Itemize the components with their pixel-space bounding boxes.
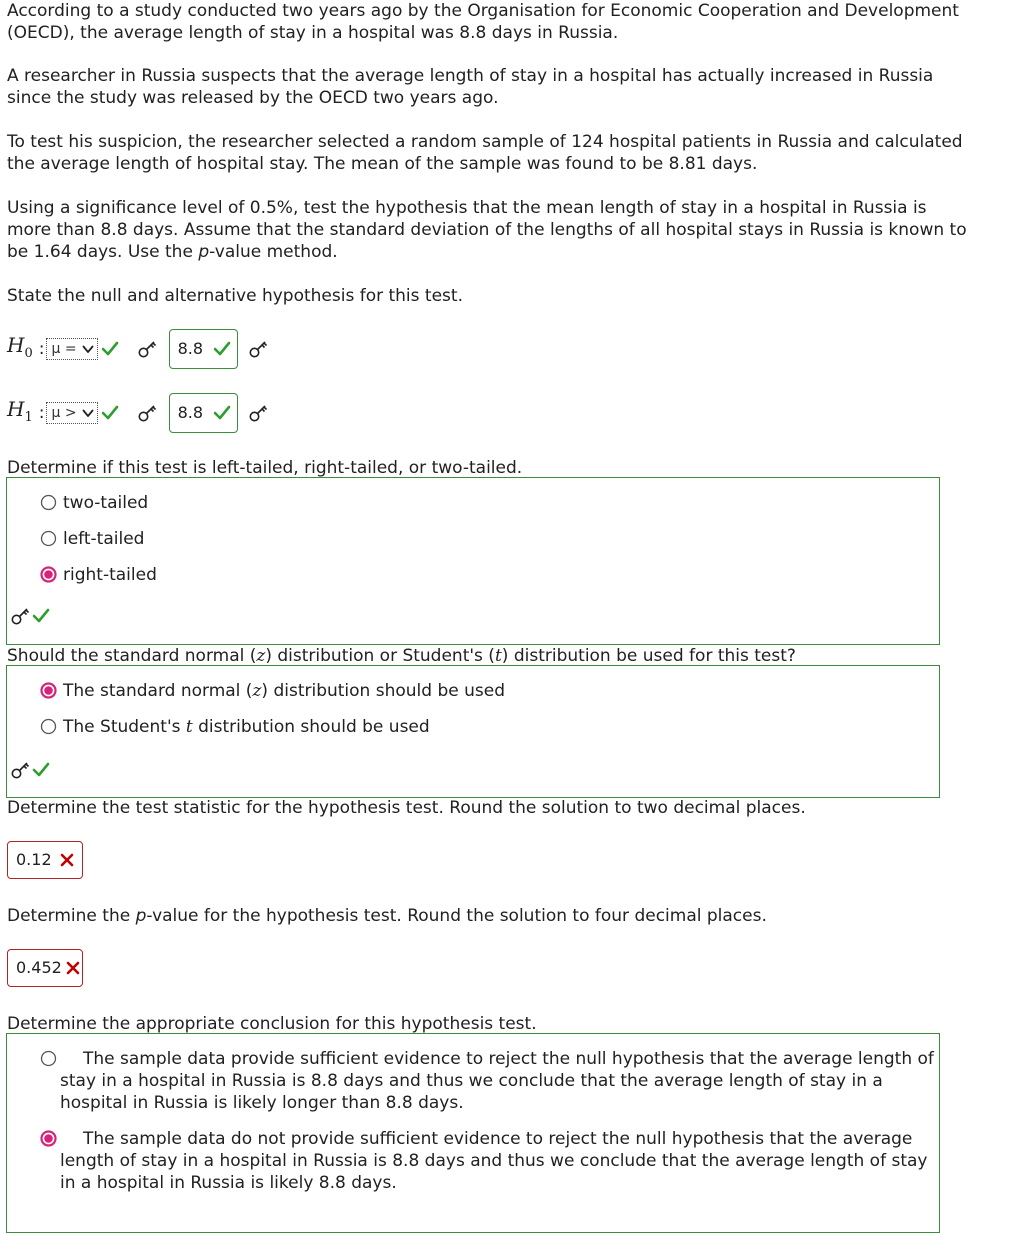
key-icon[interactable] (10, 606, 30, 626)
conclusion-option-reject[interactable] (40, 1048, 935, 1114)
alternative-hypothesis-row (7, 393, 268, 433)
dist-opt2-b: distribution should be used (192, 717, 430, 737)
tail-option-label: two-tailed (63, 493, 149, 513)
p-value-input[interactable] (7, 949, 83, 987)
dist-option-t[interactable] (40, 716, 430, 738)
h0-subscript: 0 (24, 345, 33, 361)
dist-option-normal-label (63, 680, 505, 702)
tail-option-two-tailed[interactable] (40, 492, 148, 514)
intro-paragraph-4 (7, 197, 967, 263)
conclusion-option-label: The sample data provide sufficient evidence to reject the null hypothesis that the average length of stay in a hospital in Russia is 8.8 days and thus we conclude that the average length of stay in a hospital in Russia is likely longer than 8.8 days. (60, 1049, 934, 1113)
dist-prompt-z: z (256, 646, 266, 666)
p-value-value: 0.452 (16, 958, 62, 977)
intro-p4-text-b: -value method. (209, 242, 338, 262)
h1-label (7, 398, 33, 429)
dist-opt2-a: The Student's (63, 717, 186, 737)
check-icon (32, 762, 50, 778)
dist-option-normal[interactable] (40, 680, 505, 702)
check-icon (213, 341, 231, 357)
dist-opt2-t: t (185, 717, 193, 737)
tail-feedback (10, 606, 50, 626)
intro-p4-p-symbol: p (198, 242, 210, 262)
h1-value-input[interactable] (169, 393, 238, 433)
check-icon (101, 405, 119, 421)
p-value-prompt-b: -value for the hypothesis test. Round the solution to four decimal places. (146, 906, 767, 926)
key-icon[interactable] (10, 760, 30, 780)
key-icon[interactable] (137, 403, 157, 423)
intro-paragraph-1: According to a study conducted two years ago by the Organisation for Economic Cooperation and Development (OECD), the average length of stay in a hospital was 8.8 days in Russia. (7, 1, 959, 43)
tail-option-left-tailed[interactable] (40, 528, 144, 550)
dist-prompt-a: Should the standard normal ( (7, 646, 257, 666)
chevron-down-icon (81, 342, 95, 356)
check-icon (32, 608, 50, 624)
hypothesis-instruction: State the null and alternative hypothesis for this test. (7, 286, 463, 306)
intro-p4-text-a: Using a significance level of 0.5%, test the hypothesis that the mean length of stay in a hospital in Russia is more than 8.8 days. Assume that the standard deviation of the lengths of all hospital stays in Russia is known to be 1.64 days. Use the (7, 198, 967, 262)
dist-opt1-z: z (252, 681, 262, 701)
cross-icon (66, 961, 80, 975)
conclusion-option-fail-to-reject[interactable] (40, 1128, 935, 1194)
h0-value: 8.8 (177, 339, 204, 358)
tail-option-right-tailed[interactable] (40, 564, 157, 586)
cross-icon (60, 853, 74, 867)
intro-paragraph-2: A researcher in Russia suspects that the average length of stay in a hospital has actually increased in Russia since the study was released by the OECD two years ago. (7, 66, 934, 108)
dist-prompt-c: ) distribution be used for this test? (501, 646, 796, 666)
radio-unselected-icon[interactable] (40, 530, 57, 547)
dist-option-t-label (63, 716, 430, 738)
h1-colon: : (38, 403, 45, 423)
conclusion-prompt: Determine the appropriate conclusion for this hypothesis test. (7, 1014, 537, 1034)
check-icon (101, 341, 119, 357)
dist-feedback (10, 760, 50, 780)
h1-letter: H (7, 396, 25, 421)
tail-question-prompt: Determine if this test is left-tailed, right-tailed, or two-tailed. (7, 458, 523, 478)
p-value-prompt-p: p (135, 906, 147, 926)
p-value-prompt-a: Determine the (7, 906, 136, 926)
tail-option-label: left-tailed (63, 529, 145, 549)
radio-unselected-icon[interactable] (40, 718, 57, 735)
radio-selected-icon[interactable] (40, 566, 57, 583)
h0-value-input[interactable] (169, 329, 238, 369)
h0-operator-select[interactable] (46, 338, 97, 360)
test-statistic-value: 0.12 (16, 850, 52, 869)
check-icon (213, 405, 231, 421)
key-icon[interactable] (137, 339, 157, 359)
p-value-prompt (7, 905, 767, 927)
h0-operator-value: μ = (51, 341, 77, 357)
key-icon[interactable] (248, 403, 268, 423)
h0-label (7, 334, 33, 365)
key-icon[interactable] (248, 339, 268, 359)
conclusion-option-label: The sample data do not provide sufficient evidence to reject the null hypothesis that the average length of stay in a hospital in Russia is 8.8 days and thus we conclude that the average length of stay in a hospital in Russia is likely 8.8 days. (60, 1129, 928, 1193)
test-statistic-prompt: Determine the test statistic for the hypothesis test. Round the solution to two decimal places. (7, 798, 806, 818)
dist-prompt-b: ) distribution or Student's ( (265, 646, 495, 666)
h1-value: 8.8 (177, 403, 204, 422)
intro-paragraph-3: To test his suspicion, the researcher selected a random sample of 124 hospital patients in Russia and calculated the average length of hospital stay. The mean of the sample was found to be 8.81 days. (7, 132, 963, 174)
test-statistic-input[interactable] (7, 841, 83, 879)
h1-operator-select[interactable] (46, 402, 97, 424)
h1-subscript: 1 (24, 409, 33, 425)
h0-letter: H (7, 332, 25, 357)
dist-opt1-a: The standard normal ( (63, 681, 253, 701)
dist-opt1-b: ) distribution should be used (261, 681, 505, 701)
null-hypothesis-row (7, 329, 268, 369)
radio-selected-icon[interactable] (40, 682, 57, 699)
h0-colon: : (38, 339, 45, 359)
distribution-question-prompt (7, 645, 796, 667)
h1-operator-value: μ > (51, 405, 77, 421)
dist-prompt-t: t (494, 646, 502, 666)
chevron-down-icon (81, 406, 95, 420)
tail-option-label: right-tailed (63, 565, 157, 585)
radio-unselected-icon[interactable] (40, 494, 57, 511)
